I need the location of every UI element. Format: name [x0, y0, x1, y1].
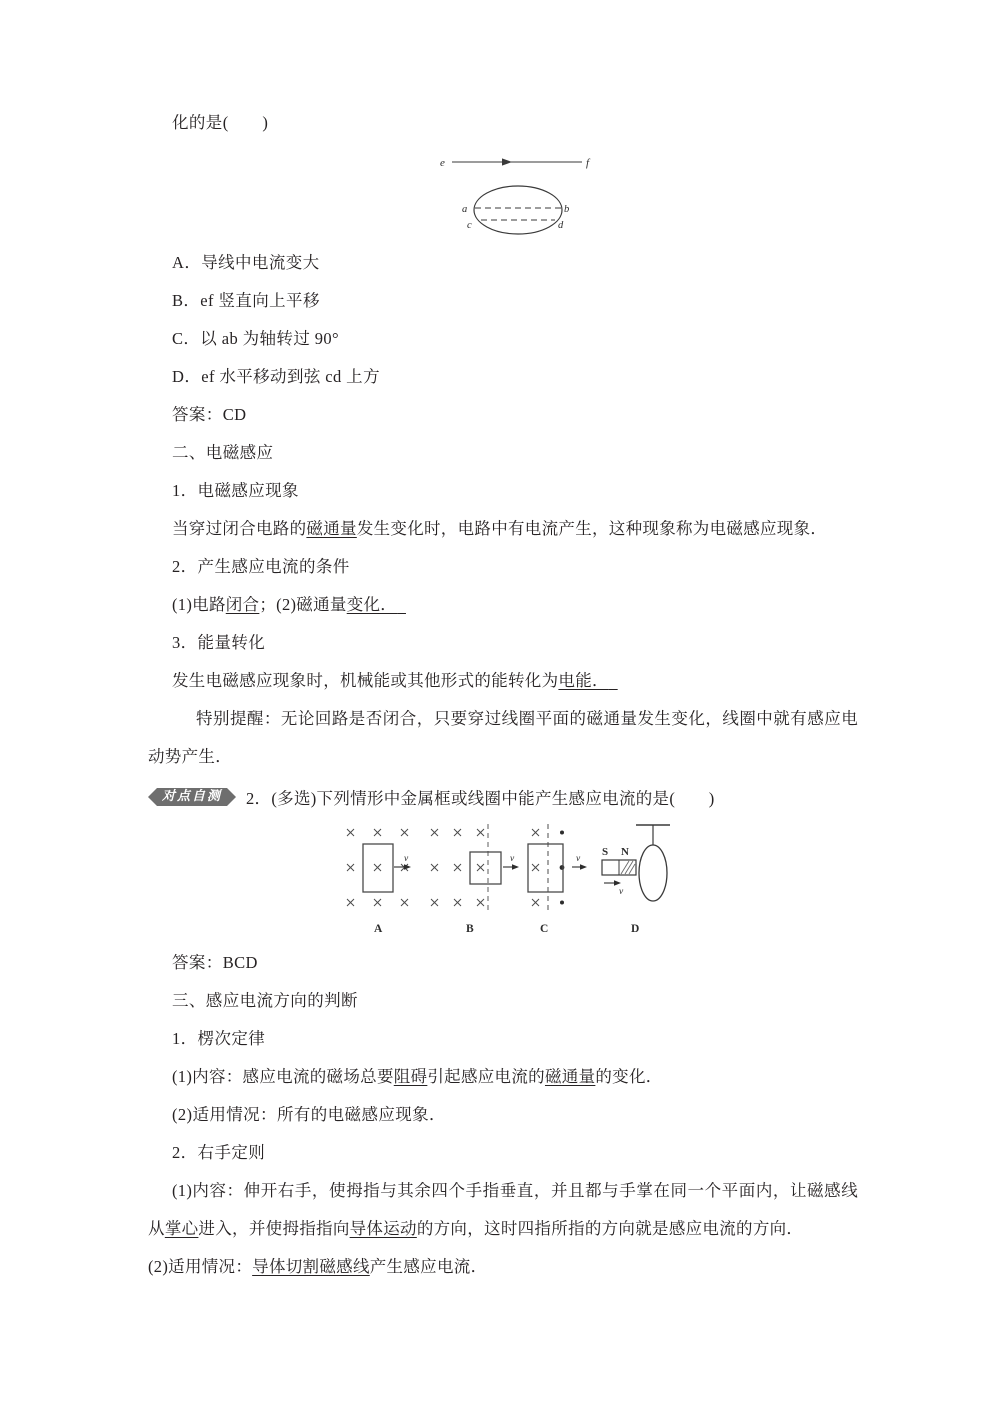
svg-text:D: D — [631, 923, 640, 935]
lenz-post: 的变化． — [595, 1067, 663, 1086]
self-test-badge-label: 对点自测 — [161, 789, 222, 804]
svg-text:v: v — [576, 854, 581, 864]
metal-frame-b — [470, 852, 501, 884]
lenz-underlined-term-2: 磁通量 — [544, 1067, 596, 1086]
lenz-mid: 引起感应电流的 — [427, 1067, 545, 1086]
section3-heading: 三、感应电流方向的判断 — [172, 991, 358, 1010]
section2-sub2-body — [148, 586, 858, 624]
question1-answer: 答案：CD — [172, 405, 247, 424]
svg-text:d: d — [558, 220, 564, 231]
panel-b — [431, 824, 519, 935]
rh-apply-pre: (2)适用情况： — [148, 1257, 253, 1276]
svg-text:v: v — [619, 887, 624, 897]
question1-option-b: B．ef 竖直向上平移 — [172, 291, 320, 310]
sub2-mid: ；(2)磁通量 — [259, 595, 347, 614]
question1-option-c: C．以 ab 为轴转过 90° — [172, 329, 340, 348]
panel-c — [528, 824, 587, 935]
svg-text:b: b — [564, 204, 570, 215]
question2-stem: 2．(多选)下列情形中金属框或线圈中能产生感应电流的是( ) — [246, 789, 715, 808]
panel-a — [347, 829, 411, 935]
section2-heading: 二、电磁感应 — [172, 443, 274, 462]
sub1-pre: 当穿过闭合电路的 — [172, 519, 307, 538]
svg-text:c: c — [467, 220, 472, 231]
svg-text:A: A — [374, 923, 383, 935]
rh-apply-end: ． — [470, 1257, 488, 1276]
sub2-pre: (1)电路 — [172, 595, 226, 614]
rh-apply-post: 产生感应电流 — [369, 1257, 471, 1276]
svg-text:C: C — [540, 923, 549, 935]
question2-row — [148, 780, 858, 814]
section3-sub1-heading: 1．楞次定律 — [172, 1029, 266, 1048]
section2-sub1-heading: 1．电磁感应现象 — [172, 481, 299, 500]
sub3-underlined-term: 电能． — [558, 671, 609, 690]
section2-sub2-heading: 2．产生感应电流的条件 — [172, 557, 350, 576]
conducting-loop — [474, 186, 562, 234]
magnet-pole-n: N — [621, 846, 629, 858]
section2-sub3-heading: 3．能量转化 — [172, 633, 266, 652]
hanging-ring — [639, 845, 667, 901]
rh-pre: (1)内容：伸开右手，使拇指与其余四个手指垂直，并且都与手掌在同一个平面内，让磁感线从 — [148, 1181, 858, 1238]
sub1-post: 发生变化时，电路中有电流产生，这种现象称为电磁感应现象． — [356, 519, 828, 538]
rh-apply-underlined: 导体切割磁感线 — [252, 1257, 370, 1276]
rh-mid: 进入，并使拇指指向 — [198, 1219, 350, 1238]
figure-ef-loop — [148, 146, 858, 242]
section2-tip: 特别提醒：无论回路是否闭合，只要穿过线圈平面的磁通量发生变化，线圈中就有感应电动势产生． — [148, 709, 858, 766]
figure-four-panels — [148, 820, 858, 940]
question1-option-d: D．ef 水平移动到弦 cd 上方 — [172, 367, 380, 386]
svg-text:v: v — [510, 854, 515, 864]
section3-righthand-application — [148, 1248, 858, 1286]
svg-text:a: a — [462, 204, 468, 215]
magnet-pole-s: S — [602, 846, 609, 858]
page-content — [148, 104, 858, 1286]
field-dot — [560, 865, 565, 870]
self-test-badge — [148, 786, 236, 808]
lenz-underlined-term-1: 阻碍 — [393, 1067, 428, 1086]
field-dot — [560, 831, 564, 835]
field-dot — [560, 901, 564, 905]
section3-sub2-heading: 2．右手定则 — [172, 1143, 266, 1162]
sub2-underlined-term-1: 闭合 — [225, 595, 260, 614]
sub2-underline-tail — [397, 595, 406, 614]
rh-post: 的方向，这时四指所指的方向就是感应电流的方向． — [416, 1219, 804, 1238]
section3-righthand-content — [148, 1172, 858, 1248]
svg-text:f: f — [586, 157, 590, 169]
question1-stem-tail: 化的是( ) — [172, 113, 269, 132]
section2-sub1-body — [148, 510, 858, 548]
panel-d — [602, 825, 670, 935]
svg-text:v: v — [404, 854, 409, 864]
sub1-underlined-term: 磁通量 — [306, 519, 357, 538]
section2-sub3-body — [148, 662, 858, 700]
svg-text:e: e — [440, 157, 445, 169]
sub3-underline-tail — [609, 671, 618, 690]
metal-frame-c — [528, 844, 563, 892]
question1-option-a: A．导线中电流变大 — [172, 253, 320, 272]
rh-underlined-term-2: 导体运动 — [349, 1219, 417, 1238]
lenz-pre: (1)内容：感应电流的磁场总要 — [172, 1067, 394, 1086]
section3-lenz-content — [148, 1058, 858, 1096]
section3-lenz-application: (2)适用情况：所有的电磁感应现象． — [172, 1105, 446, 1124]
sub2-underlined-term-2: 变化． — [346, 595, 398, 614]
rh-underlined-term-1: 掌心 — [164, 1219, 199, 1238]
question2-answer: 答案：BCD — [172, 953, 258, 972]
sub3-pre: 发生电磁感应现象时，机械能或其他形式的能转化为 — [172, 671, 559, 690]
arrowhead-icon — [502, 158, 512, 165]
svg-text:B: B — [466, 923, 474, 935]
